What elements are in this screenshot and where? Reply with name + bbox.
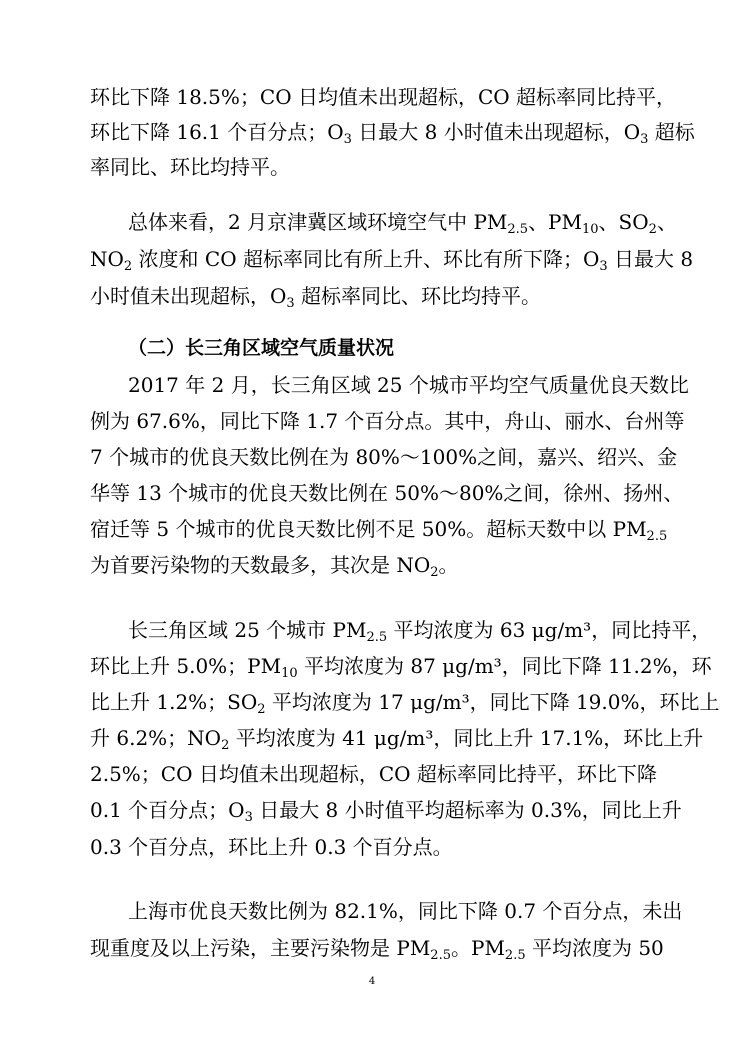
- subscript: 2.5: [430, 948, 451, 963]
- subscript: 2: [221, 738, 230, 753]
- text-line: 环比下降 16.1 个百分点；$O_3$ 日最大 8 小时值未出现超标，$O_3$ 超标: [90, 120, 695, 147]
- text-line: 环比上升 5.0%；$PM_{10}$ 平均浓度为 87 μg/m³，同比下降 11.2%，环: [90, 654, 712, 681]
- subscript: 2: [430, 565, 439, 580]
- text-line: 率同比、环比均持平。: [90, 155, 290, 179]
- text-line: 华等 13 个城市的优良天数比例在 50%～80%之间，徐州、扬州、: [90, 481, 684, 505]
- section-heading: （二）长三角区域空气质量状况: [128, 337, 395, 359]
- text-line: 总体来看，2 月京津冀区域环境空气中 $PM_{2.5}$、$PM_{10}$、$SO_2$、: [128, 210, 677, 237]
- text-line: 现重度及以上污染，主要污染物是 $PM_{2.5}$。$PM_{2.5}$ 平均浓度为 50: [90, 936, 664, 963]
- text-line: 0.1 个百分点；$O_3$ 日最大 8 小时值平均超标率为 0.3%，同比上升: [90, 798, 682, 825]
- subscript: 3: [640, 132, 649, 147]
- subscript: 3: [343, 132, 352, 147]
- subscript: 3: [244, 810, 253, 825]
- subscript: 10: [582, 222, 599, 237]
- subscript: 2.5: [504, 948, 526, 963]
- subscript: 3: [286, 296, 295, 311]
- subscript: 2.5: [507, 222, 529, 237]
- text-line: $NO_2$ 浓度和 CO 超标率同比有所上升、环比有所下降；$O_3$ 日最大 8: [90, 247, 694, 274]
- text-line: 例为 67.6%，同比下降 1.7 个百分点。其中，舟山、丽水、台州等: [90, 409, 685, 433]
- subscript: 2.5: [646, 529, 668, 544]
- text-line: 比上升 1.2%；$SO_2$ 平均浓度为 17 μg/m³，同比下降 19.0%，环比上: [90, 690, 720, 717]
- text-line: 7 个城市的优良天数比例在为 80%～100%之间，嘉兴、绍兴、金: [90, 445, 678, 469]
- text-line: 长三角区域 25 个城市 $PM_{2.5}$ 平均浓度为 63 μg/m³，同比持平，: [128, 618, 712, 645]
- text-line: 上海市优良天数比例为 82.1%，同比下降 0.7 个百分点，未出: [128, 899, 683, 923]
- text-line: 2017 年 2 月，长三角区域 25 个城市平均空气质量优良天数比: [128, 373, 689, 397]
- text-line: 小时值未出现超标，$O_3$ 超标率同比、环比均持平。: [90, 284, 542, 311]
- subscript: 3: [599, 259, 608, 274]
- subscript: 10: [281, 666, 298, 681]
- text-line: 宿迁等 5 个城市的优良天数比例不足 50%。超标天数中以 $PM_{2.5}$: [90, 517, 668, 544]
- text-line: 0.3 个百分点，环比上升 0.3 个百分点。: [90, 835, 453, 859]
- subscript: 2: [123, 259, 133, 274]
- text-line: 升 6.2%；$NO_2$ 平均浓度为 41 μg/m³，同比上升 17.1%，环比上升: [90, 726, 704, 753]
- text-line: 为首要污染物的天数最多，其次是 $NO_2$。: [90, 553, 459, 580]
- subscript: 2: [648, 222, 657, 237]
- text-line: 环比下降 18.5%；CO 日均值未出现超标，CO 超标率同比持平，: [90, 85, 677, 109]
- subscript: 2: [257, 702, 266, 717]
- page-number: 4: [368, 976, 376, 987]
- subscript: 2.5: [366, 630, 388, 645]
- text-line: 2.5%；CO 日均值未出现超标，CO 超标率同比持平，环比下降: [90, 762, 657, 786]
